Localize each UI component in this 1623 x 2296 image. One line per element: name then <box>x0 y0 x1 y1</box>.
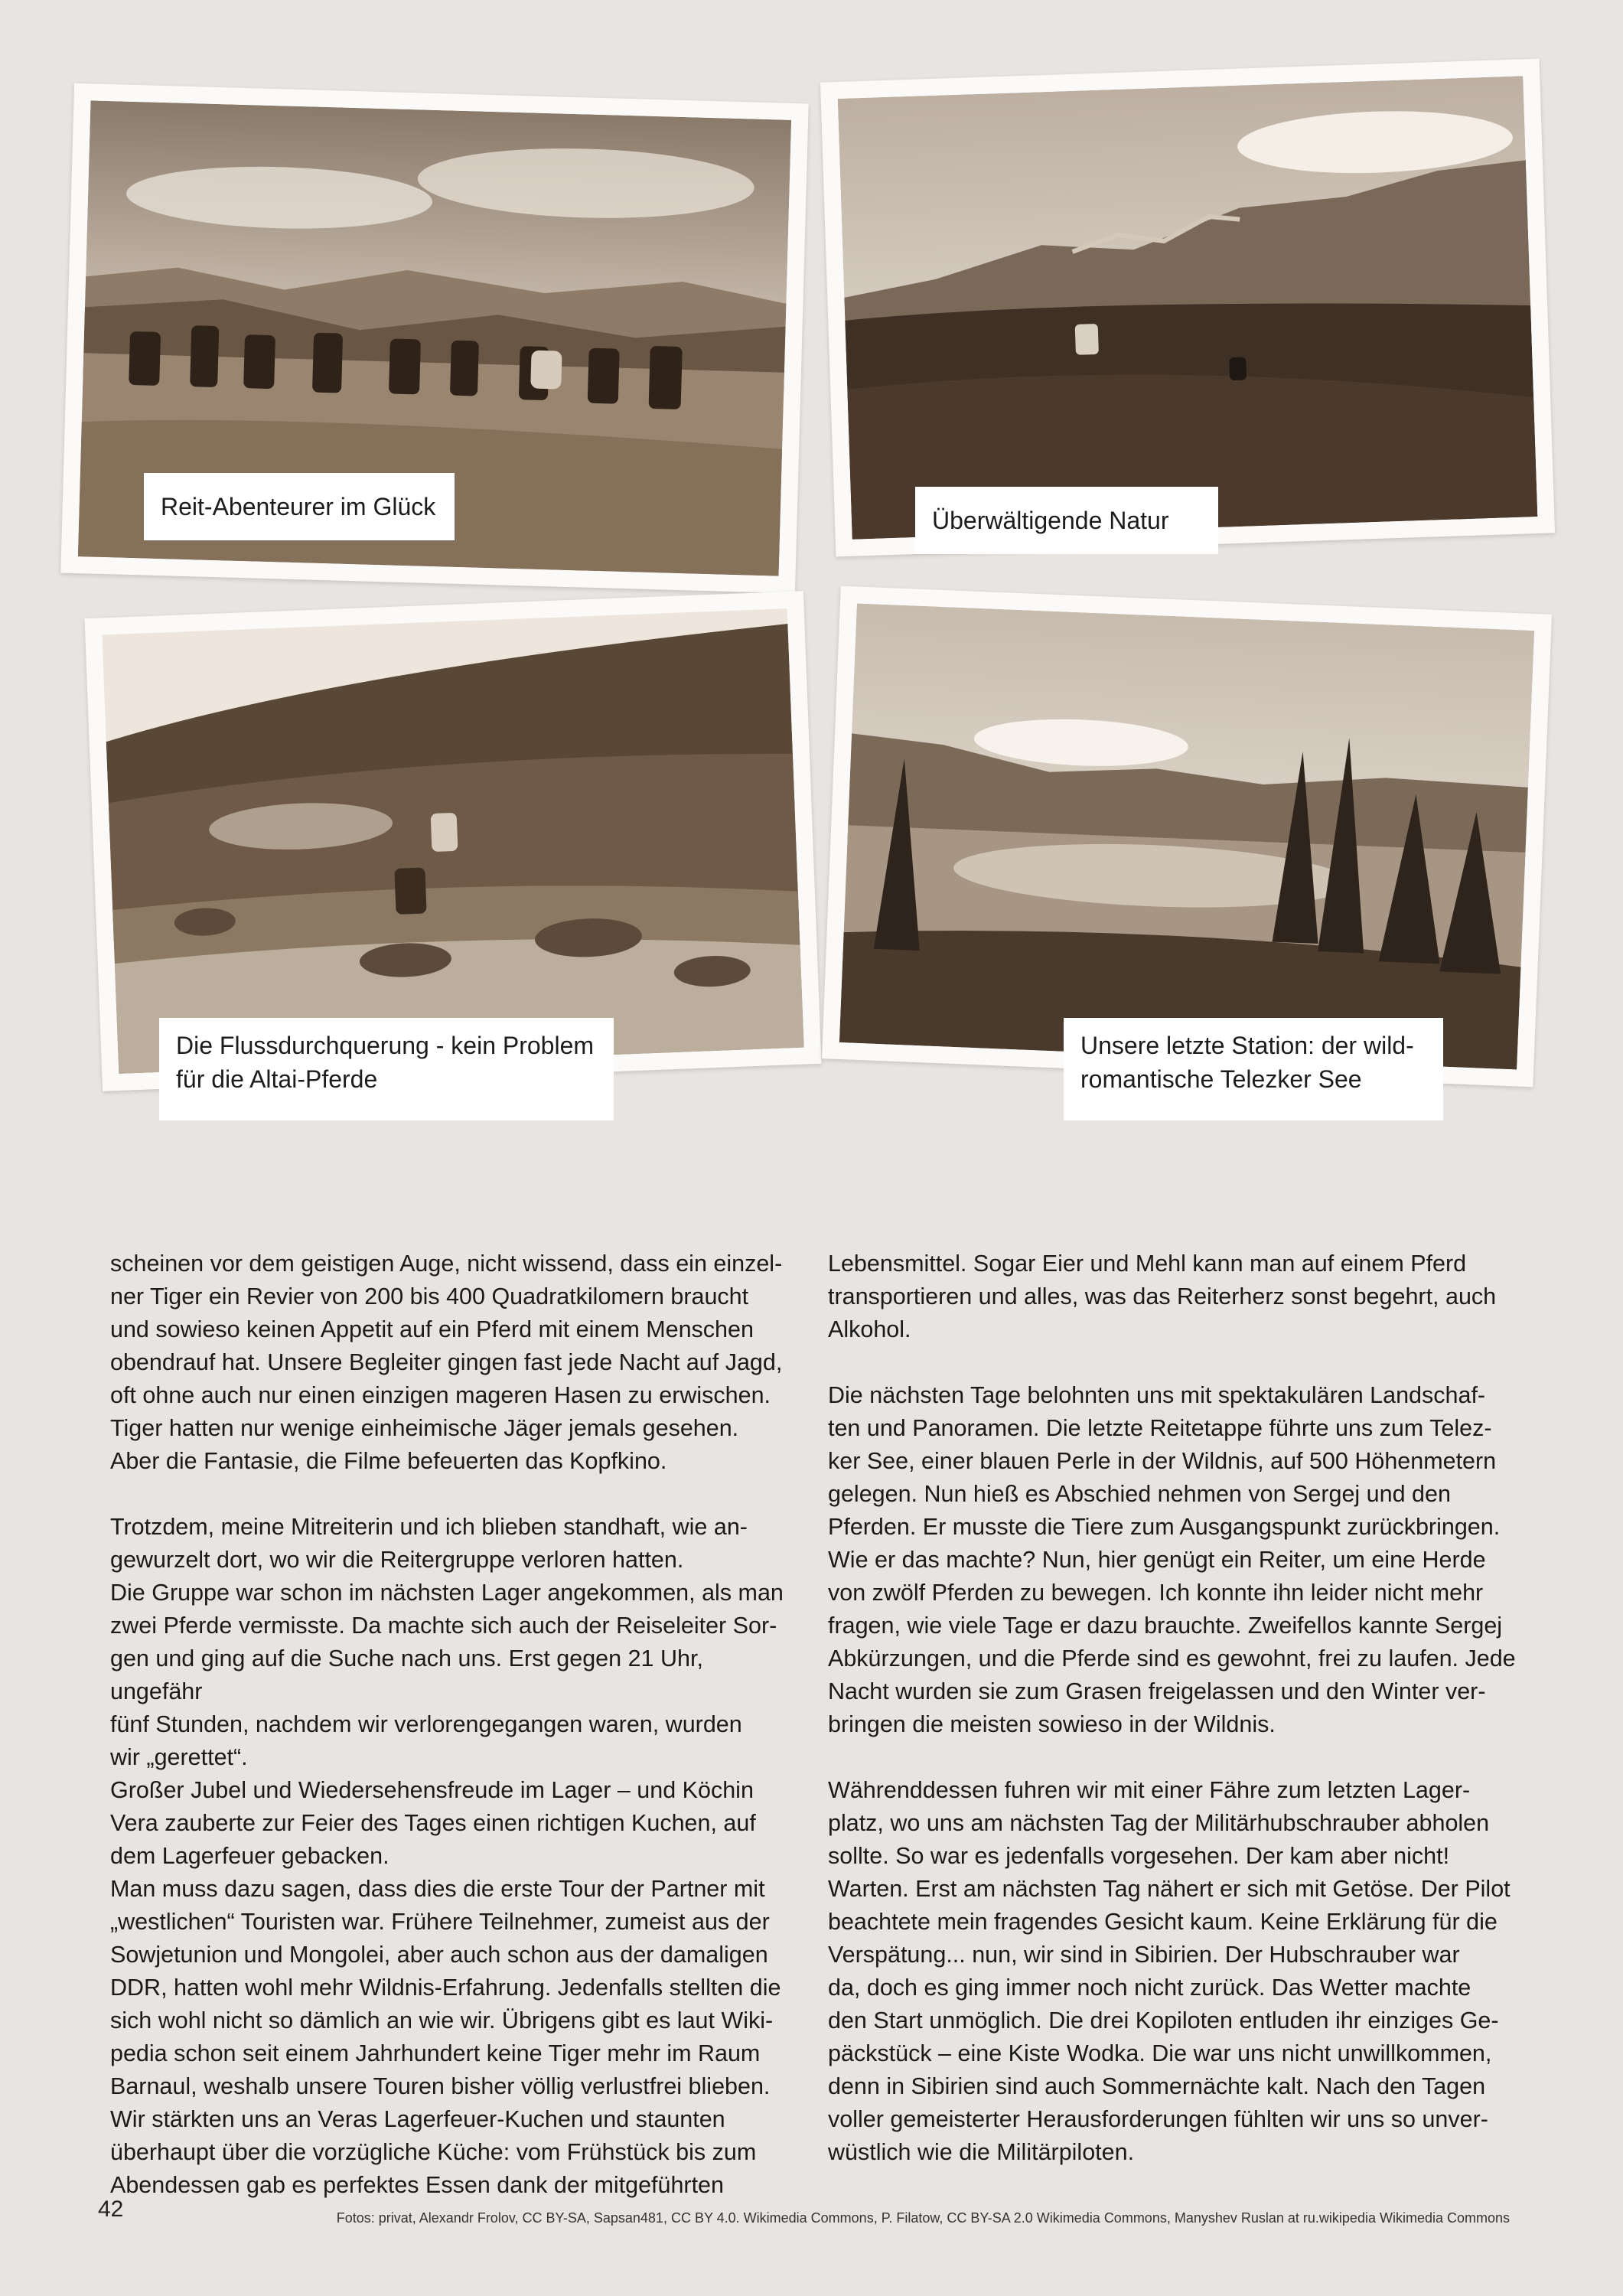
right-paragraph-3: Währenddessen fuhren wir mit einer Fähre zum letzten Lager- platz, wo uns am nächsten Tag der Militärhubschrauber abholen sollte. So war es jedenfalls vorgesehen. Der kam aber nicht! Warten. Erst am nächsten Tag nähert er sich mit Getöse. Der Pilot beachtete mein fragendes Gesicht kaum. Keine Erklärung für die Verspätung... nun, wir sind in Sibirien. Der Hubschrauber war da, doch es ging immer noch nicht zurück. Das Wetter machte den Start unmöglich. Die drei Kopiloten entluden ihr einziges Ge- päckstück – eine Kiste Wodka. Die war uns nicht unwillkommen, denn in Sibirien sind auch Sommernächte kalt. Nach den Tagen voller gemeisterter Herausforderungen fühlten wir uns so unver- wüstlich wie die Militärpiloten. <box>828 1777 1511 2165</box>
left-column <box>110 1247 799 2202</box>
photo-river-frame <box>84 591 821 1091</box>
photo-credits: Fotos: privat, Alexandr Frolov, CC BY-SA, Sapsan481, CC BY 4.0. Wikimedia Commons, P. Filatow, CC BY-SA 2.0 Wikimedia Commons, Manyshev Ruslan at ru.wikipedia Wikimedia Commons <box>336 2210 1510 2226</box>
caption-river-line2: für die Altai-Pferde <box>176 1065 378 1093</box>
photo-mountains-frame <box>820 59 1555 557</box>
photo-mountains <box>838 76 1538 539</box>
left-paragraph-2: Trotzdem, meine Mitreiterin und ich blieben standhaft, wie an- gewurzelt dort, wo wir die Reitergruppe verloren hatten. Die Gruppe war schon im nächsten Lager angekommen, als man zwei Pferde vermisste. Da machte sich auch der Reiseleiter Sor- gen und ging auf die Suche nach uns. Erst gegen 21 Uhr, ungefähr fünf Stunden, nachdem wir verlorengegangen waren, wurden wir „gerettet“. Großer Jubel und Wiedersehensfreude im Lager – und Köchin Vera zauberte zur Feier des Tages einen richtigen Kuchen, auf dem Lagerfeuer gebacken. Man muss dazu sagen, dass dies die erste Tour der Partner mit „westlichen“ Touristen war. Frühere Teilnehmer, zumeist aus der Sowjetunion und Mongolei, aber auch schon aus der damaligen DDR, hatten wohl mehr Wildnis-Erfahrung. Jedenfalls stellten die sich wohl nicht so dämlich an wie wir. Übrigens gibt es laut Wiki- pedia schon seit einem Jahrhundert keine Tiger mehr im Raum Barnaul, weshalb unsere Touren bisher völlig verlustfrei blieben. Wir stärkten uns an Veras Lagerfeuer-Kuchen und staunten überhaupt über die vorzügliche Küche: vom Frühstück bis zum Abendessen gab es perfektes Essen dank der mitgeführten <box>110 1514 784 2198</box>
photo-river <box>102 608 803 1074</box>
caption-river-line1: Die Flussdurchquerung - kein Problem <box>176 1032 595 1059</box>
caption-lake <box>1064 1018 1443 1120</box>
page-number: 42 <box>98 2197 124 2222</box>
caption-riders <box>144 473 455 540</box>
caption-mountains-text: Überwältigende Natur <box>932 507 1169 534</box>
caption-mountains <box>915 487 1218 554</box>
right-column <box>828 1247 1517 2169</box>
caption-riders-text: Reit-Abenteurer im Glück <box>161 493 436 520</box>
photo-lake <box>839 603 1534 1069</box>
caption-river <box>159 1018 614 1120</box>
caption-lake-line1: Unsere letzte Station: der wild- <box>1080 1032 1414 1059</box>
right-paragraph-2: Die nächsten Tage belohnten uns mit spektakulären Landschaf- ten und Panoramen. Die letzte Reitetappe führte uns zum Telez- ker See, einer blauen Perle in der Wildnis, auf 500 Höhenmetern gelegen. Nun hieß es Abschied nehmen von Sergej und den Pferden. Er musste die Tiere zum Ausgangspunkt zurückbringen. Wie er das machte? Nun, hier genügt ein Reiter, um eine Herde von zwölf Pferden zu bewegen. Ich konnte ihn leider nicht mehr fragen, wie viele Tage er dazu brauchte. Zweifellos kannte Sergej Abkürzungen, und die Pferde sind es gewohnt, frei zu laufen. Jede Nacht wurden sie zum Grasen freigelassen und den Winter ver- bringen die meisten sowieso in der Wildnis. <box>828 1382 1516 1737</box>
photo-lake-frame <box>822 586 1552 1088</box>
left-paragraph-1: scheinen vor dem geistigen Auge, nicht wissend, dass ein einzel- ner Tiger ein Revier von 200 bis 400 Quadratkilomern braucht und sowieso keinen Appetit auf ein Pferd mit einem Menschen obendrauf hat. Unsere Begleiter gingen fast jede Nacht auf Jagd, oft ohne auch nur einen einzigen mageren Hasen zu erwischen. Tiger hatten nur wenige einheimische Jäger jemals gesehen. Aber die Fantasie, die Filme befeuerten das Kopfkino. <box>110 1251 783 1474</box>
caption-lake-line2: romantische Telezker See <box>1080 1065 1362 1093</box>
right-paragraph-1: Lebensmittel. Sogar Eier und Mehl kann man auf einem Pferd transportieren und alles, was das Reiterherz sonst begehrt, auch Alkohol. <box>828 1251 1497 1342</box>
